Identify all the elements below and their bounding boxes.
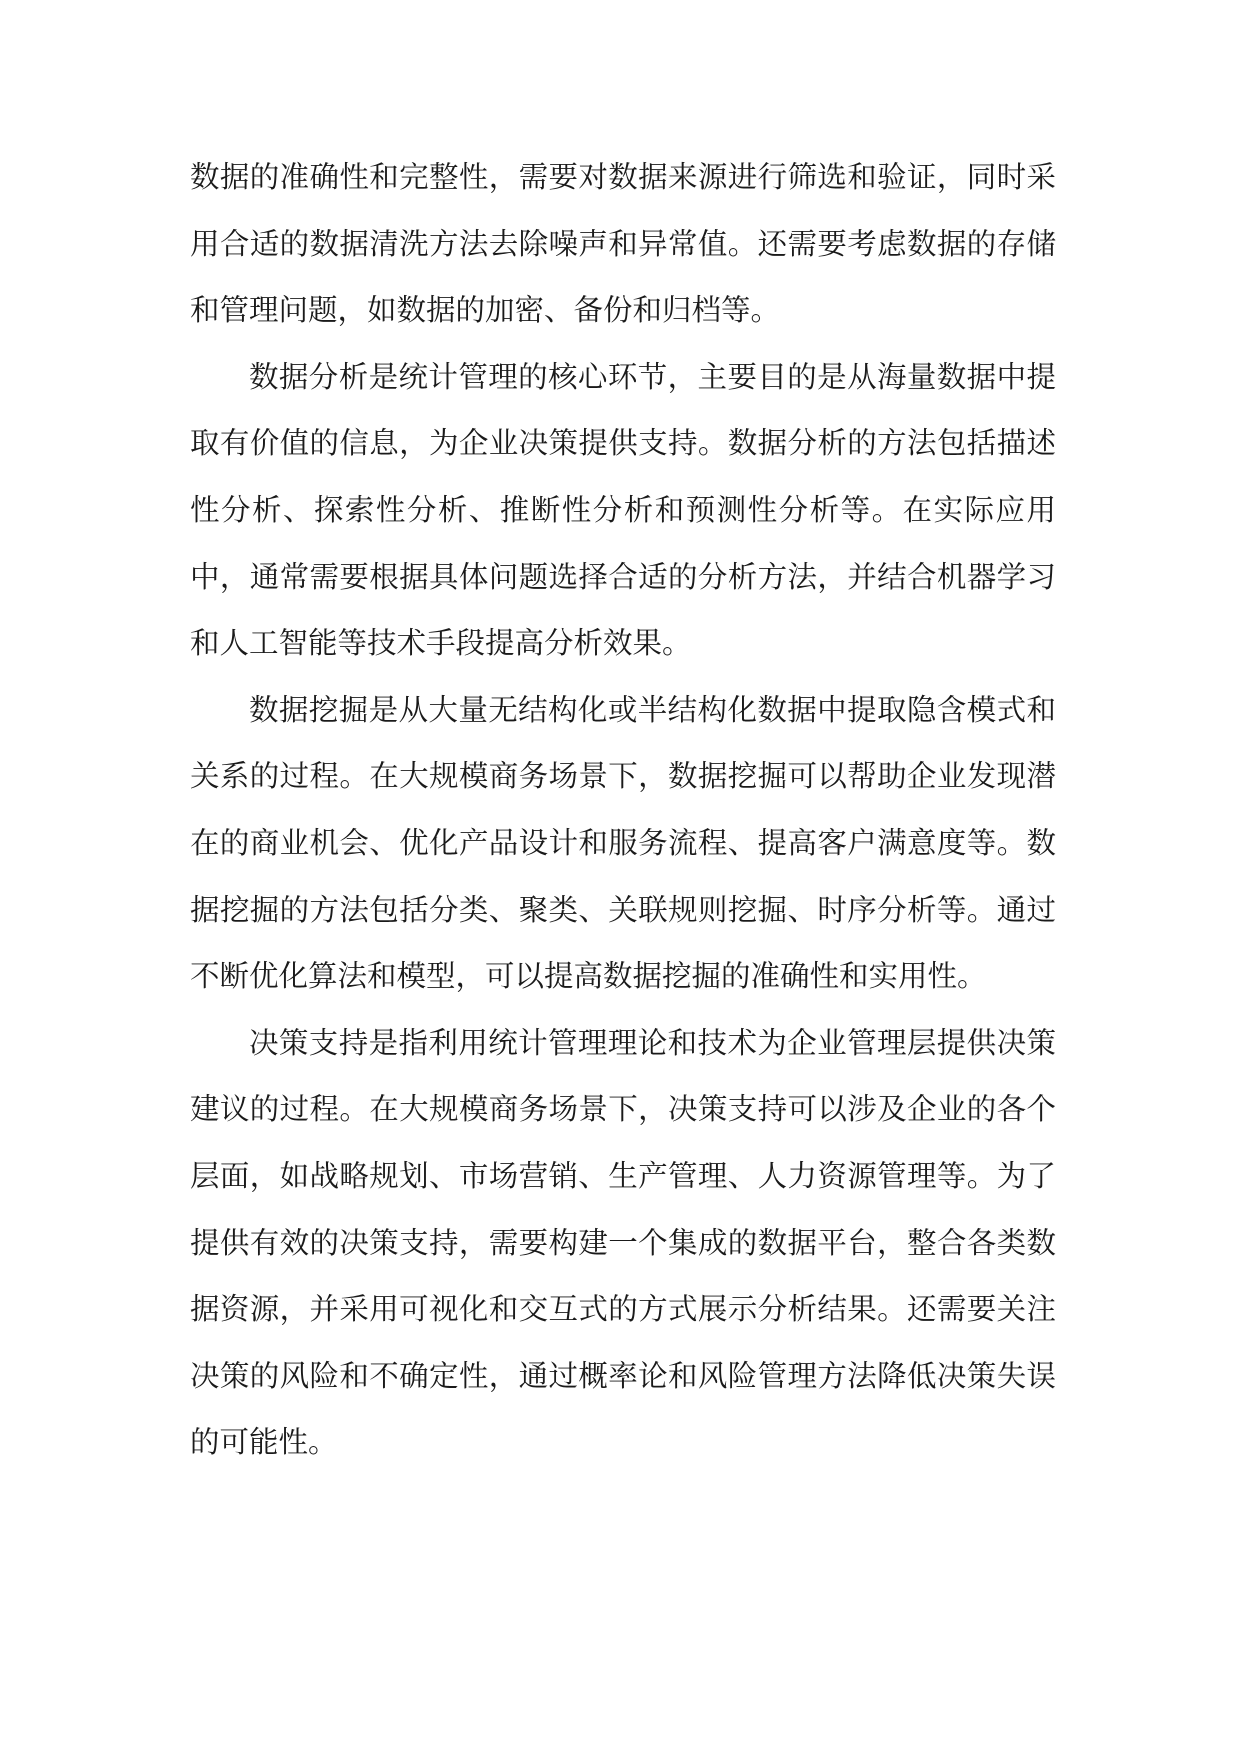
paragraph-decision-support: 决策支持是指利用统计管理理论和技术为企业管理层提供决策建议的过程。在大规模商务场景下，决策支持可以涉及企业的各个层面，如战略规划、市场营销、生产管理、人力资源管理等。为了提供有效的决策支持，需要构建一个集成的数据平台，整合各类数据资源，并采用可视化和交互式的方式展示分析结果。还需要关注决策的风险和不确定性，通过概率论和风险管理方法降低决策失误的可能性。 (190, 1025, 1056, 1460)
paragraph-data-quality: 数据的准确性和完整性，需要对数据来源进行筛选和验证，同时采用合适的数据清洗方法去除噪声和异常值。还需要考虑数据的存储和管理问题，如数据的加密、备份和归档等。 (190, 160, 1056, 328)
paragraph-data-mining: 数据挖掘是从大量无结构化或半结构化数据中提取隐含模式和关系的过程。在大规模商务场景下，数据挖掘可以帮助企业发现潜在的商业机会、优化产品设计和服务流程、提高客户满意度等。数据挖掘的方法包括分类、聚类、关联规则挖掘、时序分析等。通过不断优化算法和模型，可以提高数据挖掘的准确性和实用性。 (190, 692, 1056, 994)
body-text (190, 144, 1056, 1476)
paragraph-data-analysis: 数据分析是统计管理的核心环节，主要目的是从海量数据中提取有价值的信息，为企业决策提供支持。数据分析的方法包括描述性分析、探索性分析、推断性分析和预测性分析等。在实际应用中，通常需要根据具体问题选择合适的分析方法，并结合机器学习和人工智能等技术手段提高分析效果。 (190, 359, 1056, 661)
